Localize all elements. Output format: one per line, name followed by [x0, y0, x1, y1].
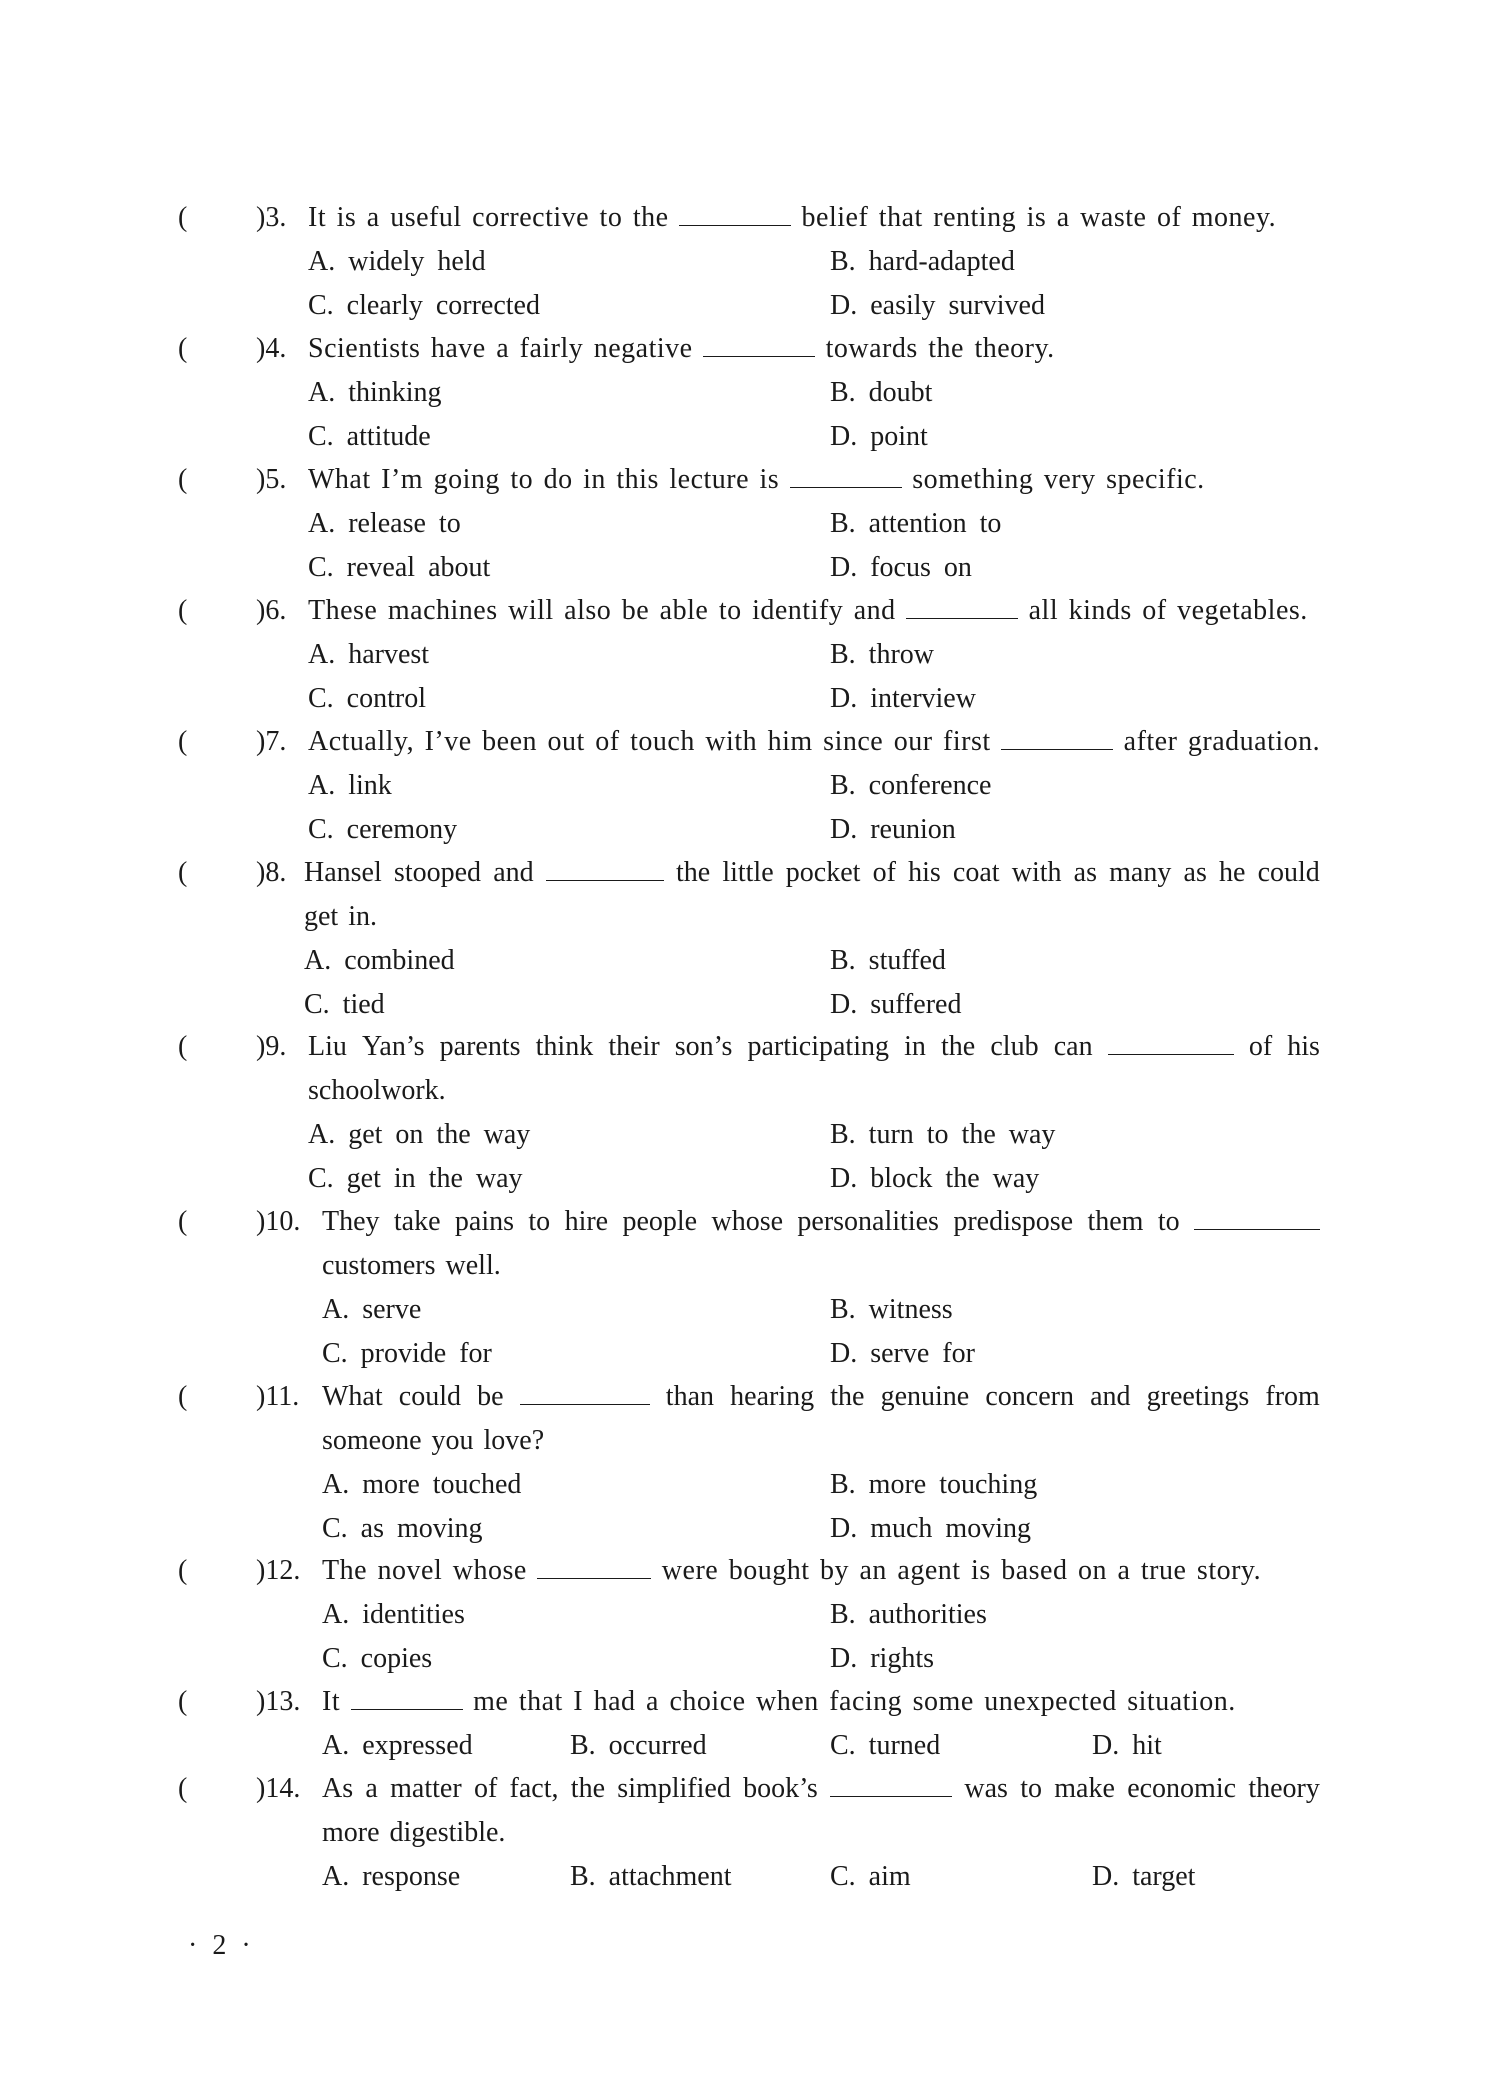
stem-word: hearing [730, 1381, 815, 1412]
option-d[interactable]: D. much moving [830, 1513, 1031, 1544]
stem-text-after: after graduation. [1123, 726, 1321, 757]
stem-word: club [990, 1031, 1039, 1062]
option-a[interactable]: A. response [322, 1861, 461, 1892]
option-d[interactable]: D. serve for [830, 1338, 975, 1369]
question-stem-continued: someone you love? [322, 1425, 545, 1456]
option-c[interactable]: C. get in the way [308, 1163, 523, 1194]
stem-text-after: towards the theory. [825, 333, 1055, 364]
answer-paren-close [256, 851, 286, 895]
question-number: 8. [265, 857, 287, 888]
question-number: 5. [265, 464, 287, 495]
stem-word: Yan’s [362, 1031, 425, 1062]
paren-close: ) [256, 202, 266, 233]
stem-word: theory [1248, 1773, 1320, 1804]
stem-word: matter [390, 1773, 462, 1804]
option-b[interactable]: B. occurred [570, 1730, 707, 1761]
stem-word: and [1090, 1381, 1131, 1412]
stem-word: pains [454, 1206, 515, 1237]
stem-text-after: something very specific. [912, 464, 1205, 495]
question-number: 14. [265, 1773, 301, 1804]
question-number: 7. [265, 726, 287, 757]
answer-paren-close [256, 1375, 299, 1419]
option-b[interactable]: B. attention to [830, 508, 1002, 539]
stem-word: book’s [743, 1773, 818, 1804]
stem-word: to [1157, 1206, 1180, 1237]
stem-word: parents [439, 1031, 521, 1062]
stem-text-before: What I’m going to do in this lecture is [308, 464, 780, 495]
answer-paren-close [256, 1767, 300, 1811]
stem-word: of [1248, 1031, 1273, 1062]
stem-word: could [398, 1381, 461, 1412]
paren-close: ) [256, 857, 266, 888]
option-c[interactable]: C. provide for [322, 1338, 492, 1369]
question-number: 10. [265, 1206, 301, 1237]
option-b[interactable]: B. attachment [570, 1861, 732, 1892]
stem-word: of [473, 1773, 498, 1804]
stem-word: with [1011, 857, 1062, 888]
option-c[interactable]: C. reveal about [308, 552, 491, 583]
option-c[interactable]: C. turned [830, 1730, 941, 1761]
stem-text-before: These machines will also be able to identify and [308, 595, 896, 626]
stem-word: As [322, 1773, 354, 1804]
stem-word: genuine [880, 1381, 970, 1412]
option-a[interactable]: A. combined [304, 945, 455, 976]
stem-text-before: It [322, 1686, 341, 1717]
stem-word: than [665, 1381, 715, 1412]
stem-word: them [1087, 1206, 1144, 1237]
question-stem [308, 589, 1308, 633]
question-stem [322, 1200, 1320, 1244]
answer-paren-close [256, 589, 286, 633]
stem-word: of [872, 857, 896, 888]
stem-word: as [1183, 857, 1207, 888]
stem-word: economic [1127, 1773, 1237, 1804]
stem-word: Liu [308, 1031, 347, 1062]
answer-paren-close [256, 196, 286, 240]
option-c[interactable]: C. control [308, 683, 426, 714]
option-b[interactable]: B. throw [830, 639, 934, 670]
option-c[interactable]: C. ceremony [308, 814, 458, 845]
answer-blank[interactable] [537, 1554, 651, 1579]
answer-paren-open[interactable]: ( [178, 202, 188, 233]
question-number: 12. [265, 1555, 301, 1586]
option-b[interactable]: B. witness [830, 1294, 953, 1325]
stem-word: many [1109, 857, 1172, 888]
paren-close: ) [256, 1773, 266, 1804]
option-a[interactable]: A. identities [322, 1599, 465, 1630]
stem-text-after: belief that renting is a waste of money. [801, 202, 1277, 233]
question-stem [322, 1549, 1261, 1593]
stem-word: a [365, 1773, 378, 1804]
stem-word: his [908, 857, 941, 888]
option-d[interactable]: D. rights [830, 1643, 934, 1674]
question-stem [308, 327, 1055, 371]
answer-paren-close [256, 1680, 300, 1724]
stem-word: to [528, 1206, 551, 1237]
stem-word: was [964, 1773, 1008, 1804]
question-number: 6. [265, 595, 287, 626]
paren-close: ) [256, 464, 266, 495]
option-d[interactable]: D. block the way [830, 1163, 1040, 1194]
option-a[interactable]: A. link [308, 770, 392, 801]
stem-text-after: all kinds of vegetables. [1028, 595, 1308, 626]
option-d[interactable]: D. hit [1092, 1730, 1162, 1761]
paren-close: ) [256, 726, 266, 757]
stem-word: whose [711, 1206, 784, 1237]
stem-word: They [322, 1206, 380, 1237]
paren-close: ) [256, 1555, 266, 1586]
question-stem [308, 720, 1320, 764]
answer-paren-open[interactable]: ( [178, 464, 188, 495]
question-stem-continued: customers well. [322, 1250, 501, 1281]
answer-paren-close [256, 1025, 286, 1069]
stem-word: Hansel [304, 857, 382, 888]
answer-paren-open[interactable]: ( [178, 726, 188, 757]
option-d[interactable]: D. suffered [830, 989, 962, 1020]
answer-paren-open[interactable]: ( [178, 1381, 188, 1412]
answer-blank[interactable] [1001, 725, 1113, 750]
option-a[interactable]: A. harvest [308, 639, 430, 670]
option-b[interactable]: B. more touching [830, 1469, 1038, 1500]
paren-close: ) [256, 1381, 266, 1412]
question-stem [308, 458, 1205, 502]
stem-text-before: The novel whose [322, 1555, 527, 1586]
answer-blank[interactable] [703, 332, 815, 357]
stem-word: in [904, 1031, 926, 1062]
stem-word: he [1219, 857, 1246, 888]
option-c[interactable]: C. clearly corrected [308, 290, 540, 321]
stem-word: his [1287, 1031, 1320, 1062]
stem-word: the [941, 1031, 976, 1062]
answer-blank[interactable] [1108, 1030, 1234, 1055]
stem-word: fact, [509, 1773, 559, 1804]
answer-paren-close [256, 327, 286, 371]
stem-word: make [1054, 1773, 1115, 1804]
answer-blank[interactable] [830, 1772, 952, 1797]
question-stem [308, 196, 1276, 240]
question-stem-continued: more digestible. [322, 1817, 506, 1848]
option-a[interactable]: A. widely held [308, 246, 486, 277]
question-stem-continued: get in. [304, 901, 377, 932]
paren-close: ) [256, 595, 266, 626]
question-stem-continued: schoolwork. [308, 1075, 446, 1106]
question-stem [308, 1025, 1320, 1069]
answer-paren-close [256, 720, 286, 764]
stem-word: could [1257, 857, 1320, 888]
option-b[interactable]: B. authorities [830, 1599, 987, 1630]
option-a[interactable]: A. release to [308, 508, 461, 539]
stem-word: participating [747, 1031, 889, 1062]
option-a[interactable]: A. get on the way [308, 1119, 531, 1150]
option-c[interactable]: C. as moving [322, 1513, 483, 1544]
stem-text-after: were bought by an agent is based on a true story. [661, 1555, 1262, 1586]
stem-word: to [1020, 1773, 1042, 1804]
answer-paren-open[interactable]: ( [178, 595, 188, 626]
stem-word: simplified [617, 1773, 731, 1804]
option-b[interactable]: B. doubt [830, 377, 933, 408]
stem-text-after: me that I had a choice when facing some unexpected situation. [473, 1686, 1236, 1717]
answer-blank[interactable] [906, 594, 1018, 619]
stem-word: can [1053, 1031, 1093, 1062]
stem-word: from [1265, 1381, 1320, 1412]
option-b[interactable]: B. conference [830, 770, 992, 801]
answer-paren-open[interactable]: ( [178, 1773, 188, 1804]
stem-word: son’s [674, 1031, 733, 1062]
question-number: 11. [265, 1381, 300, 1412]
stem-word: people [622, 1206, 698, 1237]
option-d[interactable]: D. reunion [830, 814, 956, 845]
question-number: 3. [265, 202, 287, 233]
stem-word: be [477, 1381, 504, 1412]
answer-blank[interactable] [546, 856, 664, 881]
option-d[interactable]: D. focus on [830, 552, 972, 583]
answer-paren-close [256, 458, 286, 502]
answer-paren-open[interactable]: ( [178, 1031, 188, 1062]
question-stem [304, 851, 1320, 895]
option-c[interactable]: C. copies [322, 1643, 433, 1674]
stem-word: the [830, 1381, 865, 1412]
answer-paren-open[interactable]: ( [178, 333, 188, 364]
option-a[interactable]: A. expressed [322, 1730, 473, 1761]
stem-word: and [493, 857, 534, 888]
stem-word: pocket [785, 857, 861, 888]
stem-word: personalities [797, 1206, 939, 1237]
stem-word: their [608, 1031, 660, 1062]
answer-paren-close [256, 1200, 300, 1244]
answer-paren-open[interactable]: ( [178, 1555, 188, 1586]
stem-word: What [322, 1381, 383, 1412]
question-number: 13. [265, 1686, 301, 1717]
option-b[interactable]: B. stuffed [830, 945, 946, 976]
question-stem [322, 1767, 1320, 1811]
answer-paren-open[interactable]: ( [178, 857, 188, 888]
stem-word: predispose [953, 1206, 1074, 1237]
question-stem [322, 1680, 1236, 1724]
stem-text-before: Actually, I’ve been out of touch with him since our first [308, 726, 991, 757]
option-c[interactable]: C. attitude [308, 421, 431, 452]
page-number: · 2 · [188, 1930, 255, 1961]
answer-blank[interactable] [520, 1380, 650, 1405]
option-d[interactable]: D. easily survived [830, 290, 1045, 321]
stem-text-before: Scientists have a fairly negative [308, 333, 693, 364]
answer-blank[interactable] [679, 201, 791, 226]
stem-word: the [570, 1773, 606, 1804]
stem-word: stooped [393, 857, 482, 888]
paren-close: ) [256, 1206, 266, 1237]
option-a[interactable]: A. more touched [322, 1469, 522, 1500]
stem-word: little [722, 857, 774, 888]
answer-blank[interactable] [1194, 1205, 1320, 1230]
stem-word: think [535, 1031, 594, 1062]
answer-paren-open[interactable]: ( [178, 1686, 188, 1717]
paren-close: ) [256, 333, 266, 364]
stem-word: take [393, 1206, 441, 1237]
answer-blank[interactable] [351, 1685, 463, 1710]
option-a[interactable]: A. thinking [308, 377, 442, 408]
answer-paren-open[interactable]: ( [178, 1206, 188, 1237]
stem-word: as [1073, 857, 1097, 888]
option-d[interactable]: D. interview [830, 683, 976, 714]
option-c[interactable]: C. aim [830, 1861, 911, 1892]
option-b[interactable]: B. turn to the way [830, 1119, 1056, 1150]
stem-word: hire [564, 1206, 609, 1237]
stem-word: the [675, 857, 711, 888]
question-number: 9. [265, 1031, 287, 1062]
option-c[interactable]: C. tied [304, 989, 385, 1020]
paren-close: ) [256, 1686, 266, 1717]
answer-blank[interactable] [790, 463, 902, 488]
option-a[interactable]: A. serve [322, 1294, 422, 1325]
stem-word: concern [985, 1381, 1074, 1412]
paren-close: ) [256, 1031, 266, 1062]
stem-word: coat [952, 857, 1000, 888]
answer-paren-close [256, 1549, 300, 1593]
option-d[interactable]: D. target [1092, 1861, 1196, 1892]
option-d[interactable]: D. point [830, 421, 928, 452]
question-stem [322, 1375, 1320, 1419]
stem-word: greetings [1146, 1381, 1250, 1412]
stem-text-before: It is a useful corrective to the [308, 202, 669, 233]
option-b[interactable]: B. hard-adapted [830, 246, 1015, 277]
question-number: 4. [265, 333, 287, 364]
